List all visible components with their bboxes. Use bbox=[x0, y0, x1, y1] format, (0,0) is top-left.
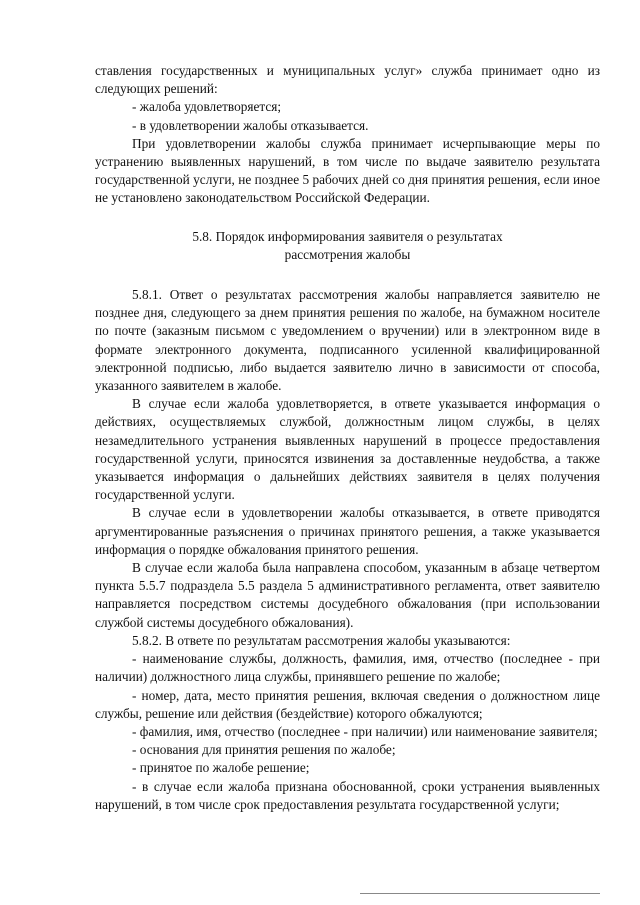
section-heading-line1: 5.8. Порядок информирования заявителя о результатах bbox=[192, 228, 503, 244]
paragraph-intro: ставления государственных и муниципальных услуг» служба принимает одно из следующих решений: bbox=[95, 63, 600, 97]
list-item-applicant-name: - фамилия, имя, отчество (последнее - при наличии) или наименование заявителя; bbox=[132, 723, 598, 739]
paragraph-refused-response: В случае если в удовлетворении жалобы отказывается, в ответе приводятся аргументированные разъяснения о причинах принятого решения, а также указывается информация о порядке обжалования принятого решения. bbox=[95, 505, 600, 557]
paragraph-appeal-system: В случае если жалоба была направлена способом, указанным в абзаце четвертом пункта 5.5.7 подраздела 5.5 раздела 5 административного регламента, ответ заявителю направляется посредством системы досудебного обжалования (при использовании службой системы досудебного обжалования). bbox=[95, 560, 600, 630]
list-item-refused: - в удовлетворении жалобы отказывается. bbox=[132, 117, 369, 133]
list-item-grounds: - основания для принятия решения по жалобе; bbox=[132, 742, 396, 758]
paragraph-satisfied-response: В случае если жалоба удовлетворяется, в ответе указывается информация о действиях, осуществляемых службой, должностным лицом службы, в целях незамедлительного устранения выявленных нарушений в процессе предоставления государственной услуги, приносятся извинения за доставленные неудобства, а также указывается информация о дальнейших действиях заявителя в целях получения государственной услуги. bbox=[95, 396, 600, 503]
section-heading bbox=[95, 228, 600, 264]
list-item-satisfied: - жалоба удовлетворяется; bbox=[132, 99, 282, 115]
section-heading-line2: рассмотрения жалобы bbox=[284, 246, 411, 262]
paragraph-5-8-1: 5.8.1. Ответ о результатах рассмотрения жалобы направляется заявителю не позднее дня, следующего за днем принятия решения по жалобе, на бумажном носителе по почте (заказным письмом с уведомлением о вручении) или в электронном виде в формате электронного документа, подписанного усиленной квалифицированной электронной подписью, либо выдается заявителю лично в зависимости от способа, указанного заявителем в жалобе. bbox=[95, 287, 600, 394]
list-item-decision: - принятое по жалобе решение; bbox=[132, 760, 310, 776]
paragraph-satisfaction-measures: При удовлетворении жалобы служба принимает исчерпывающие меры по устранению выявленных нарушений, в том числе по выдаче заявителю результата государственной услуги, не позднее 5 рабочих дней со дня принятия решения, если иное не установлено законодательством Российской Федерации. bbox=[95, 135, 600, 206]
document-page bbox=[95, 62, 600, 814]
page-bottom-rule bbox=[360, 893, 600, 894]
list-item-service-name: - наименование службы, должность, фамилия, имя, отчество (последнее - при наличии) должностного лица службы, принявшего решение по жалобе; bbox=[95, 651, 600, 685]
paragraph-5-8-2: 5.8.2. В ответе по результатам рассмотрения жалобы указываются: bbox=[132, 632, 511, 648]
list-item-decision-number: - номер, дата, место принятия решения, включая сведения о должностном лице службы, решение или действия (бездействие) которого обжалуются; bbox=[95, 687, 600, 721]
list-item-deadlines: - в случае если жалоба признана обоснованной, сроки устранения выявленных нарушений, в том числе срок предоставления результата государственной услуги; bbox=[95, 778, 600, 812]
